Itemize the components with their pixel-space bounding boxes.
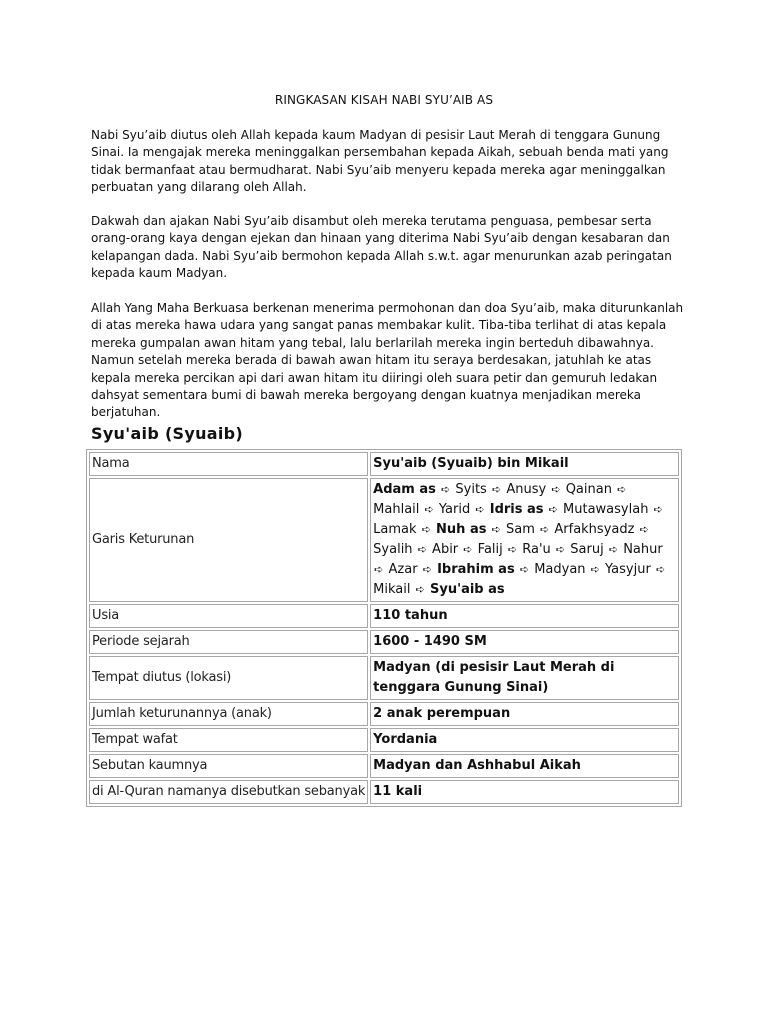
- document-title: RINGKASAN KISAH NABI SYU’AIB AS: [274, 93, 494, 107]
- row-value: 11 kali: [370, 780, 679, 804]
- row-label: Jumlah keturunannya (anak): [89, 702, 368, 726]
- paragraph-azab: Allah Yang Maha Berkuasa berkenan menerima permohonan dan doa Syu’aib, maka diturunkanlah di atas mereka hawa udara yang sangat panas membakar kulit. Tiba-tiba terlihat di atas kepala mereka gumpalan awan hitam yang tebal, lalu berlarilah mereka ingin berteduh dibawahnya. Namun setelah mereka berada di bawah awan hitam itu seraya berdesakan, jatuhlah ke atas kepala mereka percikan api dari awan hitam itu diiringi oleh suara petir dan gemuruh ledakan dahsyat sementara bumi di bawah mereka bergoyang dengan kuatnya menjadikan mereka berjatuhan.: [91, 301, 684, 420]
- lineage-name: Madyan: [534, 562, 586, 577]
- arrow-right-icon: ➪: [653, 503, 663, 516]
- arrow-right-icon: ➪: [608, 543, 619, 556]
- row-label: Periode sejarah: [89, 630, 368, 654]
- paragraph-dakwah: Dakwah dan ajakan Nabi Syu’aib disambut oleh mereka terutama penguasa, pembesar serta orang-orang kaya dengan ejekan dan hinaan yang diterima Nabi Syu’aib dengan kesabaran dan kelapangan dada. Nabi Syu’aib bermohon kepada Allah s.w.t. agar menurunkan azab peringatan kepada kaum Madyan.: [91, 214, 672, 281]
- arrow-right-icon: ➪: [491, 523, 501, 536]
- lineage-value: [370, 478, 679, 602]
- table-row: [89, 604, 679, 628]
- arrow-right-icon: ➪: [374, 563, 384, 576]
- table-row: [89, 754, 679, 778]
- table-row: [89, 452, 679, 476]
- arrow-right-icon: ➪: [463, 543, 473, 556]
- row-value: 110 tahun: [370, 604, 679, 628]
- row-label: Usia: [89, 604, 368, 628]
- lineage-name: Mutawasylah: [563, 502, 649, 517]
- lineage-name: Sam: [505, 522, 535, 537]
- table-row: [89, 630, 679, 654]
- arrow-right-icon: ➪: [617, 483, 627, 496]
- lineage-name: Yarid: [438, 502, 471, 517]
- info-table: [86, 449, 682, 807]
- lineage-name: Falij: [477, 542, 503, 557]
- arrow-right-icon: ➪: [417, 543, 427, 556]
- table-row: [89, 478, 679, 602]
- row-value: Madyan (di pesisir Laut Merah di tenggara Gunung Sinai): [370, 656, 679, 700]
- arrow-right-icon: ➪: [555, 543, 566, 556]
- lineage-name: Abir: [432, 542, 459, 557]
- lineage-name: Nuh as: [436, 522, 487, 537]
- arrow-right-icon: ➪: [551, 483, 561, 496]
- lineage-name: Azar: [388, 562, 418, 577]
- arrow-right-icon: ➪: [491, 483, 502, 496]
- row-value: Syu'aib (Syuaib) bin Mikail: [370, 452, 679, 476]
- row-label: Tempat wafat: [89, 728, 368, 752]
- table-row: [89, 702, 679, 726]
- table-row: [89, 656, 679, 700]
- lineage-name: Yasyjur: [605, 562, 651, 577]
- arrow-right-icon: ➪: [415, 583, 425, 596]
- arrow-right-icon: ➪: [507, 543, 518, 556]
- lineage-name: Saruj: [570, 542, 604, 557]
- row-label: Tempat diutus (lokasi): [89, 656, 368, 700]
- arrow-right-icon: ➪: [590, 563, 600, 576]
- lineage-name: Lamak: [373, 522, 417, 537]
- lineage-name: Syits: [455, 482, 487, 497]
- lineage-name: Adam as: [373, 482, 436, 497]
- arrow-right-icon: ➪: [421, 523, 431, 536]
- section-heading: Syu'aib (Syuaib): [91, 424, 244, 443]
- row-label: Sebutan kaumnya: [89, 754, 368, 778]
- table-row: [89, 780, 679, 804]
- row-label: Nama: [89, 452, 368, 476]
- row-label: di Al-Quran namanya disebutkan sebanyak: [89, 780, 368, 804]
- lineage-name: Syalih: [373, 542, 413, 557]
- arrow-right-icon: ➪: [639, 523, 649, 536]
- lineage-name: Syu'aib as: [430, 582, 505, 597]
- table-row: [89, 728, 679, 752]
- lineage-name: Idris as: [489, 502, 544, 517]
- arrow-right-icon: ➪: [424, 503, 434, 516]
- lineage-name: Ibrahim as: [437, 562, 515, 577]
- paragraph-intro: Nabi Syu’aib diutus oleh Allah kepada kaum Madyan di pesisir Laut Merah di tenggara Gunung Sinai. Ia mengajak mereka meninggalkan persembahan kepada Aikah, sebuah benda mati yang tidak bermanfaat atau bermudharat. Nabi Syu’aib menyeru kepada mereka agar meninggalkan perbuatan yang dilarang oleh Allah.: [91, 128, 669, 195]
- arrow-right-icon: ➪: [540, 523, 550, 536]
- arrow-right-icon: ➪: [519, 563, 530, 576]
- row-value: 2 anak perempuan: [370, 702, 679, 726]
- lineage-name: Mikail: [373, 582, 411, 597]
- lineage-name: Ra'u: [522, 542, 551, 557]
- row-value: Yordania: [370, 728, 679, 752]
- arrow-right-icon: ➪: [655, 563, 666, 576]
- row-value: Madyan dan Ashhabul Aikah: [370, 754, 679, 778]
- arrow-right-icon: ➪: [422, 563, 432, 576]
- lineage-name: Qainan: [565, 482, 612, 497]
- arrow-right-icon: ➪: [441, 483, 451, 496]
- row-value: 1600 - 1490 SM: [370, 630, 679, 654]
- arrow-right-icon: ➪: [475, 503, 485, 516]
- lineage-name: Nahur: [623, 542, 663, 557]
- row-label: Garis Keturunan: [89, 478, 368, 602]
- lineage-name: Arfakhsyadz: [554, 522, 635, 537]
- arrow-right-icon: ➪: [548, 503, 558, 516]
- lineage-name: Anusy: [506, 482, 547, 497]
- lineage-name: Mahlail: [373, 502, 420, 517]
